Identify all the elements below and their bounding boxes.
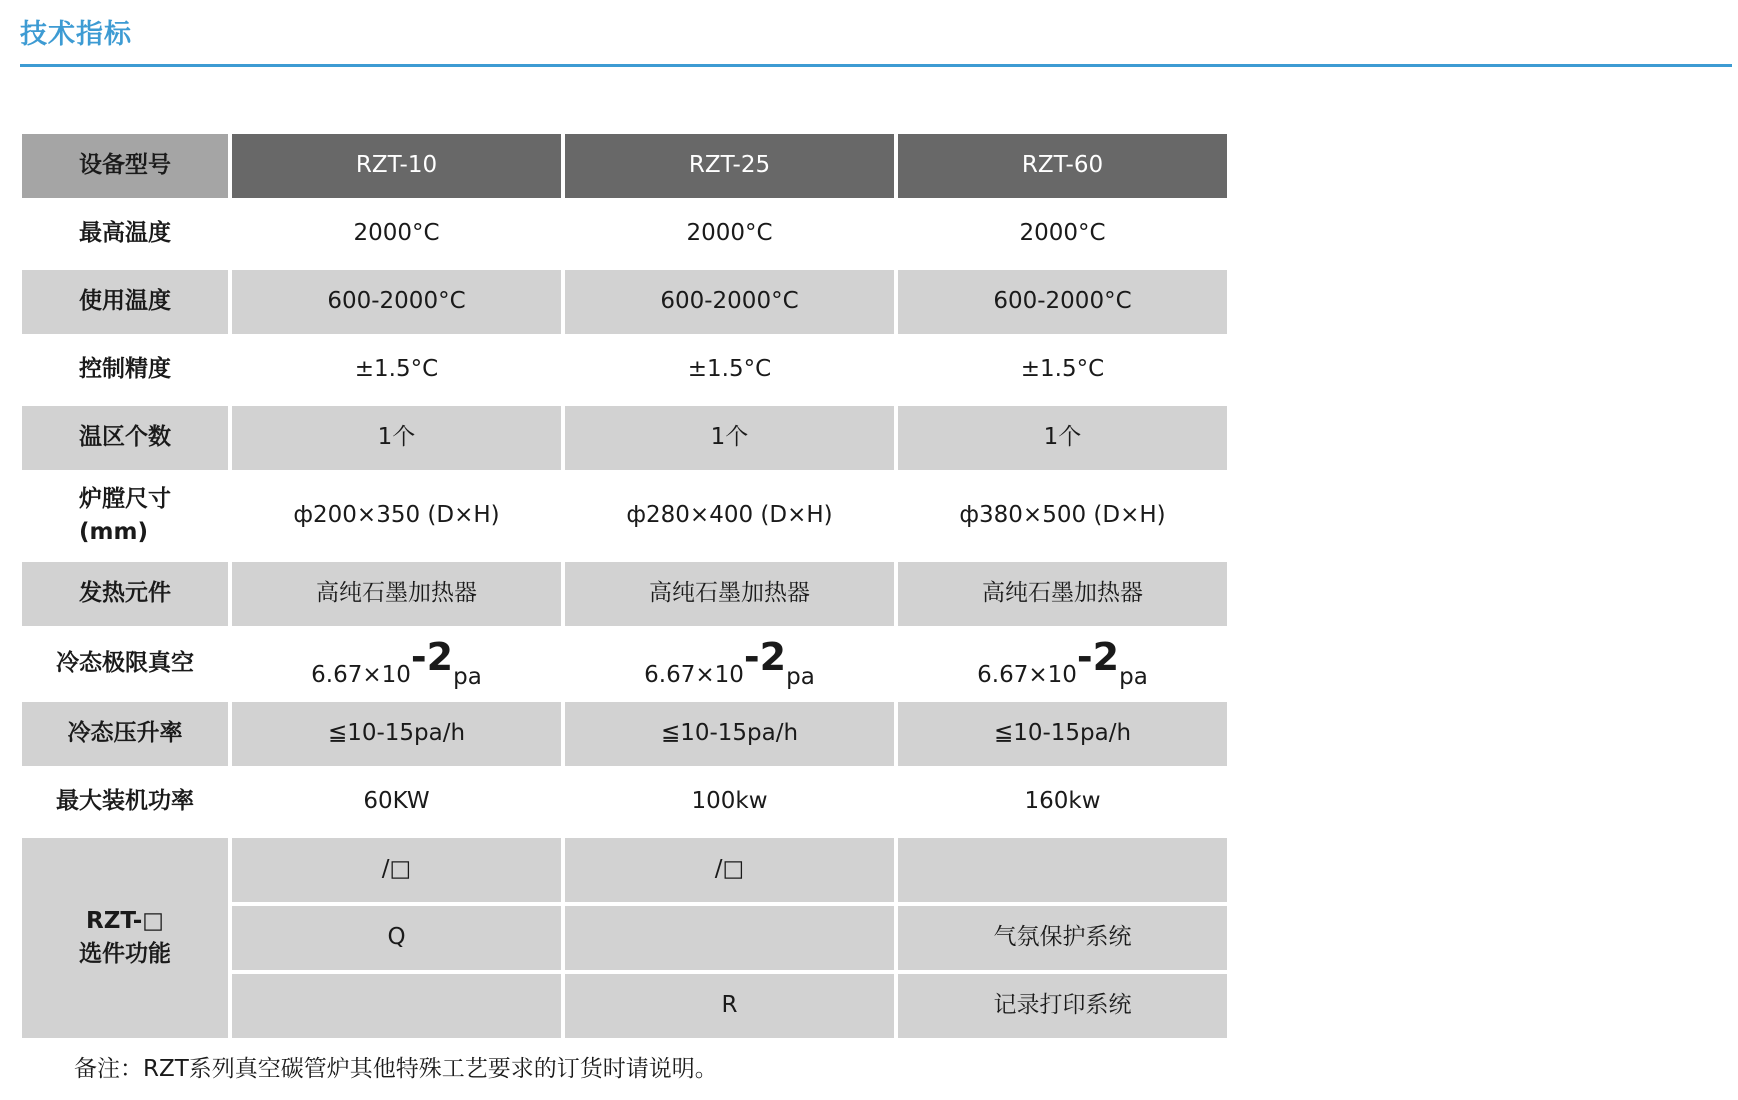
option-cell: /□ bbox=[565, 838, 894, 902]
vacuum-exponent: -2 bbox=[743, 635, 787, 680]
table-row bbox=[22, 474, 1227, 558]
option-cell: R bbox=[565, 974, 894, 1038]
vacuum-unit: pa bbox=[1119, 664, 1148, 691]
table-row bbox=[22, 562, 1227, 626]
table-row bbox=[22, 270, 1227, 334]
table-cell: 1个 bbox=[232, 406, 561, 470]
row-label: 冷态压升率 bbox=[22, 702, 228, 766]
table-cell: ф200×350 (D×H) bbox=[293, 502, 500, 529]
table-cell: 60KW bbox=[363, 788, 430, 815]
option-cell: 记录打印系统 bbox=[898, 974, 1227, 1038]
vacuum-unit: pa bbox=[453, 664, 482, 691]
row-label: 发热元件 bbox=[22, 562, 228, 626]
vacuum-exponent: -2 bbox=[1076, 635, 1120, 680]
row-label-line1: 炉膛尺寸 bbox=[79, 485, 171, 512]
row-label: 最高温度 bbox=[79, 220, 171, 247]
table-header-row bbox=[22, 134, 1227, 198]
table-cell: ±1.5°C bbox=[687, 356, 772, 383]
table-cell: 2000°C bbox=[1019, 220, 1106, 247]
table-cell: 600-2000°C bbox=[565, 270, 894, 334]
option-cell: /□ bbox=[232, 838, 561, 902]
model-rzt-25: RZT-25 bbox=[565, 134, 894, 198]
table-cell: 600-2000°C bbox=[898, 270, 1227, 334]
table-row bbox=[22, 770, 1227, 834]
option-cell bbox=[232, 974, 561, 1038]
table-cell: 1个 bbox=[898, 406, 1227, 470]
vacuum-base: 6.67×10 bbox=[644, 662, 744, 689]
row-label: 控制精度 bbox=[79, 356, 171, 383]
table-cell: ≦10-15pa/h bbox=[232, 702, 561, 766]
option-cell bbox=[565, 906, 894, 970]
model-rzt-10: RZT-10 bbox=[232, 134, 561, 198]
options-label bbox=[22, 838, 228, 1038]
table-cell: 1个 bbox=[565, 406, 894, 470]
vacuum-exponent: -2 bbox=[410, 635, 454, 680]
option-cell: Q bbox=[232, 906, 561, 970]
options-label-line2: 选件功能 bbox=[79, 941, 171, 967]
options-row bbox=[22, 838, 1227, 902]
table-row bbox=[22, 630, 1227, 698]
table-cell: 160kw bbox=[1024, 788, 1101, 815]
table-cell: 高纯石墨加热器 bbox=[898, 562, 1227, 626]
table-cell: ф380×500 (D×H) bbox=[959, 502, 1166, 529]
vacuum-cell bbox=[232, 630, 561, 698]
row-label bbox=[22, 474, 228, 558]
table-cell: 600-2000°C bbox=[232, 270, 561, 334]
table-cell: ≦10-15pa/h bbox=[565, 702, 894, 766]
row-label: 温区个数 bbox=[22, 406, 228, 470]
table-cell: 2000°C bbox=[686, 220, 773, 247]
model-rzt-60: RZT-60 bbox=[898, 134, 1227, 198]
table-cell: 高纯石墨加热器 bbox=[232, 562, 561, 626]
vacuum-base: 6.67×10 bbox=[977, 662, 1077, 689]
row-label: 使用温度 bbox=[22, 270, 228, 334]
table-cell: 高纯石墨加热器 bbox=[565, 562, 894, 626]
section-title: 技术指标 bbox=[20, 19, 132, 50]
table-row bbox=[22, 406, 1227, 470]
table-cell: 2000°C bbox=[353, 220, 440, 247]
vacuum-unit: pa bbox=[786, 664, 815, 691]
vacuum-cell bbox=[898, 630, 1227, 698]
option-cell: 气氛保护系统 bbox=[898, 906, 1227, 970]
footnote: 备注：RZT系列真空碳管炉其他特殊工艺要求的订货时请说明。 bbox=[74, 1056, 718, 1082]
options-label-line1: RZT-□ bbox=[86, 907, 164, 934]
table-row bbox=[22, 338, 1227, 402]
row-label-line2: (mm) bbox=[79, 519, 148, 545]
vacuum-cell bbox=[565, 630, 894, 698]
option-cell bbox=[898, 838, 1227, 902]
spec-table bbox=[18, 130, 1231, 1042]
header-label: 设备型号 bbox=[22, 134, 228, 198]
table-cell: ±1.5°C bbox=[354, 356, 439, 383]
table-row bbox=[22, 702, 1227, 766]
title-divider bbox=[20, 64, 1732, 67]
table-cell: ф280×400 (D×H) bbox=[626, 502, 833, 529]
table-row bbox=[22, 202, 1227, 266]
row-label: 最大装机功率 bbox=[56, 788, 194, 815]
table-cell: 100kw bbox=[691, 788, 768, 815]
vacuum-base: 6.67×10 bbox=[311, 662, 411, 689]
table-cell: ≦10-15pa/h bbox=[898, 702, 1227, 766]
row-label: 冷态极限真空 bbox=[56, 650, 194, 677]
table-cell: ±1.5°C bbox=[1020, 356, 1105, 383]
